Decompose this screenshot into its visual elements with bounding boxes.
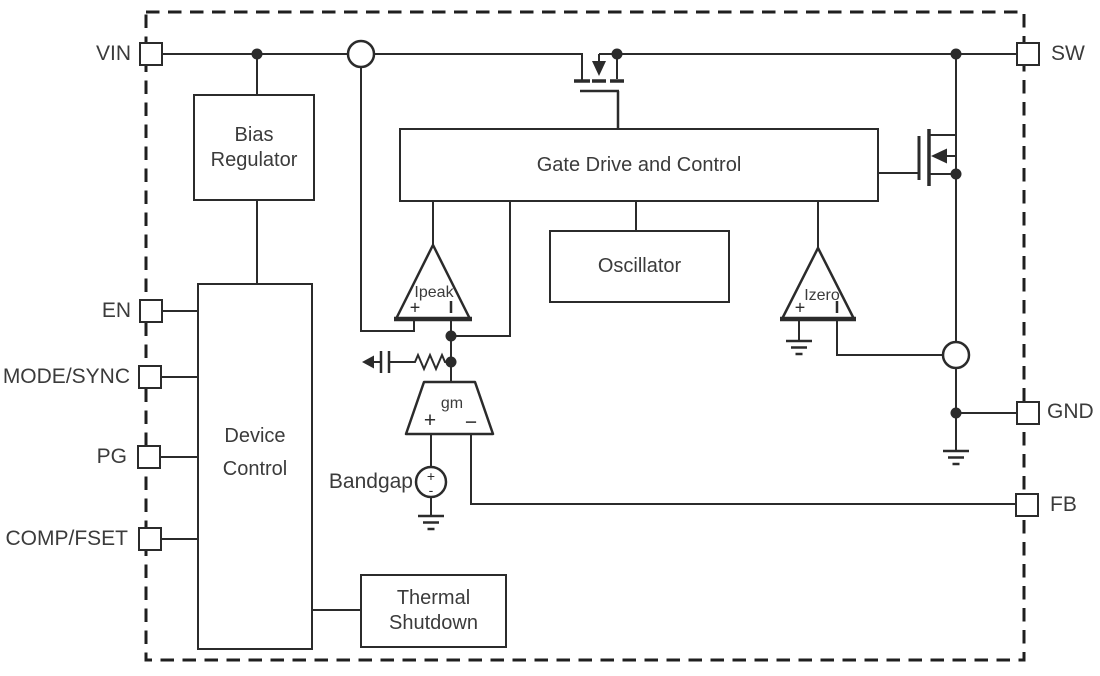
junction-dot: [252, 49, 263, 60]
block-label: Oscillator: [597, 255, 682, 277]
pin-vin: [139, 42, 163, 66]
comp-arrow-icon: [362, 356, 374, 369]
bandgap-label: Bandgap: [328, 470, 413, 493]
compensation-network: [362, 351, 451, 373]
zero-current-sense-icon: [943, 342, 969, 368]
bandgap-plus-sign: +: [426, 468, 436, 484]
block-oscillator: [549, 230, 730, 303]
block-label: Bias: [234, 123, 274, 146]
ipeak-comparator-shape: [396, 245, 470, 319]
gm-label: gm: [440, 395, 464, 412]
block-label: Regulator: [210, 148, 298, 171]
ipeak-plus-sign: +: [409, 297, 421, 318]
block-label: Device: [224, 424, 286, 447]
pin-pg: [137, 445, 161, 469]
block-bias-regulator: [193, 94, 315, 201]
gm-minus-sign: −: [464, 411, 478, 434]
junction-dot: [951, 49, 962, 60]
pin-label-pg: PG: [96, 445, 127, 468]
ground-bandgap-icon: [418, 516, 444, 529]
pin-label-gnd: GND: [1047, 400, 1094, 423]
block-label: Control: [222, 457, 288, 480]
junction-dot: [612, 49, 623, 60]
ground-izero-icon: [786, 341, 812, 354]
junction-dot: [446, 357, 457, 368]
ipeak-label: Ipeak: [414, 284, 454, 301]
nmos-body-arrow-icon: [931, 149, 947, 164]
gm-plus-sign: +: [423, 409, 437, 432]
block-label: Gate Drive and Control: [536, 153, 742, 176]
compensation-resistor: [389, 355, 451, 369]
pmos-body-diode-icon: [592, 61, 606, 76]
input-current-sense-icon: [348, 41, 374, 67]
izero-plus-sign: +: [794, 297, 806, 318]
pin-label-mode-sync: MODE/SYNC: [2, 365, 130, 388]
bandgap-minus-sign: -: [428, 482, 434, 498]
power-switch-nmos: [919, 129, 956, 186]
pin-label-en: EN: [101, 299, 131, 322]
pin-gnd: [1016, 401, 1040, 425]
junction-dot: [951, 169, 962, 180]
pin-label-sw: SW: [1051, 42, 1085, 65]
block-label: Thermal: [396, 587, 471, 609]
block-device-control: [197, 283, 313, 650]
pin-sw: [1016, 42, 1040, 66]
pin-label-fb: FB: [1050, 493, 1077, 516]
pin-fb: [1015, 493, 1039, 517]
wire-izero-minus-to-sense: [837, 319, 943, 355]
pmos-gate: [580, 91, 619, 128]
wire-gm-minus-to-fb: [471, 434, 1015, 504]
pin-label-vin: VIN: [95, 42, 131, 65]
block-thermal-shutdown: [360, 574, 507, 648]
pin-mode-sync: [138, 365, 162, 389]
block-gate-drive-and-control: [399, 128, 879, 202]
pin-comp-fset: [138, 527, 162, 551]
izero-label: Izero: [804, 287, 840, 304]
block-label: Shutdown: [389, 612, 478, 634]
pin-en: [139, 299, 163, 323]
junction-dot: [951, 408, 962, 419]
pin-label-comp-fset: COMP/FSET: [5, 527, 128, 550]
izero-comparator-shape: [782, 248, 854, 319]
ground-gnd-icon: [943, 451, 969, 464]
compensation-capacitor: [381, 351, 389, 373]
wire-sense-to-gnd-pin: [956, 368, 1016, 450]
junction-dot: [446, 331, 457, 342]
